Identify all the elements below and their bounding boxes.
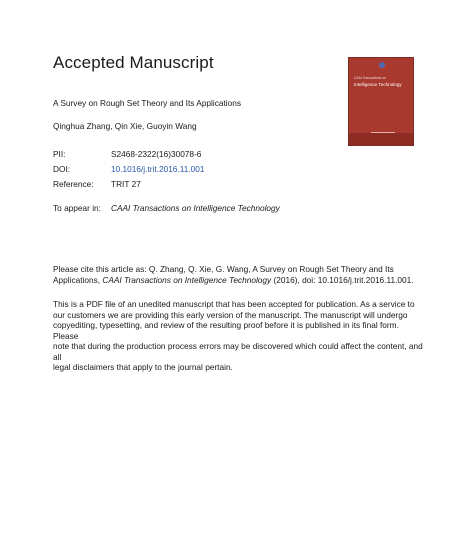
meta-appear-row bbox=[53, 203, 280, 213]
pii-value: S2468-2322(16)30078-6 bbox=[111, 149, 202, 159]
disclaimer-line-3: copyediting, typesetting, and review of the resulting proof before it is published in its final form. Please bbox=[53, 320, 399, 341]
pii-label: PII: bbox=[53, 149, 66, 159]
journal-name: CAAI Transactions on Intelligence Technology bbox=[111, 203, 280, 213]
meta-reference-row bbox=[53, 179, 141, 189]
doi-label: DOI: bbox=[53, 164, 71, 174]
cover-title: Intelligence Technology bbox=[354, 82, 402, 87]
article-title: A Survey on Rough Set Theory and Its Applications bbox=[53, 98, 242, 108]
reference-value: TRIT 27 bbox=[111, 179, 141, 189]
citation-line-2 bbox=[53, 275, 423, 286]
disclaimer-line-5: legal disclaimers that apply to the journal pertain. bbox=[53, 362, 233, 372]
page-heading: Accepted Manuscript bbox=[53, 53, 214, 72]
doi-link[interactable]: 10.1016/j.trit.2016.11.001 bbox=[111, 164, 205, 174]
disclaimer-line-4: note that during the production process errors may be discovered which could affect the content, and all bbox=[53, 341, 423, 362]
article-authors: Qinghua Zhang, Qin Xie, Guoyin Wang bbox=[53, 121, 197, 131]
citation-journal: CAAI Transactions on Intelligence Technology bbox=[102, 274, 272, 285]
appear-label: To appear in: bbox=[53, 203, 101, 213]
disclaimer-line-1: This is a PDF file of an unedited manuscript that has been accepted for publication. As a service to bbox=[53, 299, 415, 309]
cover-subtitle: CAAI Transactions on bbox=[354, 76, 386, 80]
citation-prefix: Applications, bbox=[53, 274, 103, 285]
meta-doi-row bbox=[53, 164, 205, 174]
cover-footer-band bbox=[349, 133, 413, 145]
citation-line-1: Please cite this article as: Q. Zhang, Q. Xie, G. Wang, A Survey on Rough Set Theory and Its bbox=[53, 264, 394, 274]
meta-pii-row bbox=[53, 149, 201, 159]
journal-logo-icon bbox=[379, 62, 385, 68]
reference-label: Reference: bbox=[53, 179, 94, 189]
citation-suffix: (2016), doi: 10.1016/j.trit.2016.11.001. bbox=[271, 274, 414, 285]
journal-cover-image bbox=[348, 57, 414, 146]
citation-paragraph bbox=[53, 264, 423, 285]
disclaimer-paragraph bbox=[53, 299, 423, 373]
disclaimer-line-2: our customers we are providing this early version of the manuscript. The manuscript will undergo bbox=[53, 309, 408, 320]
